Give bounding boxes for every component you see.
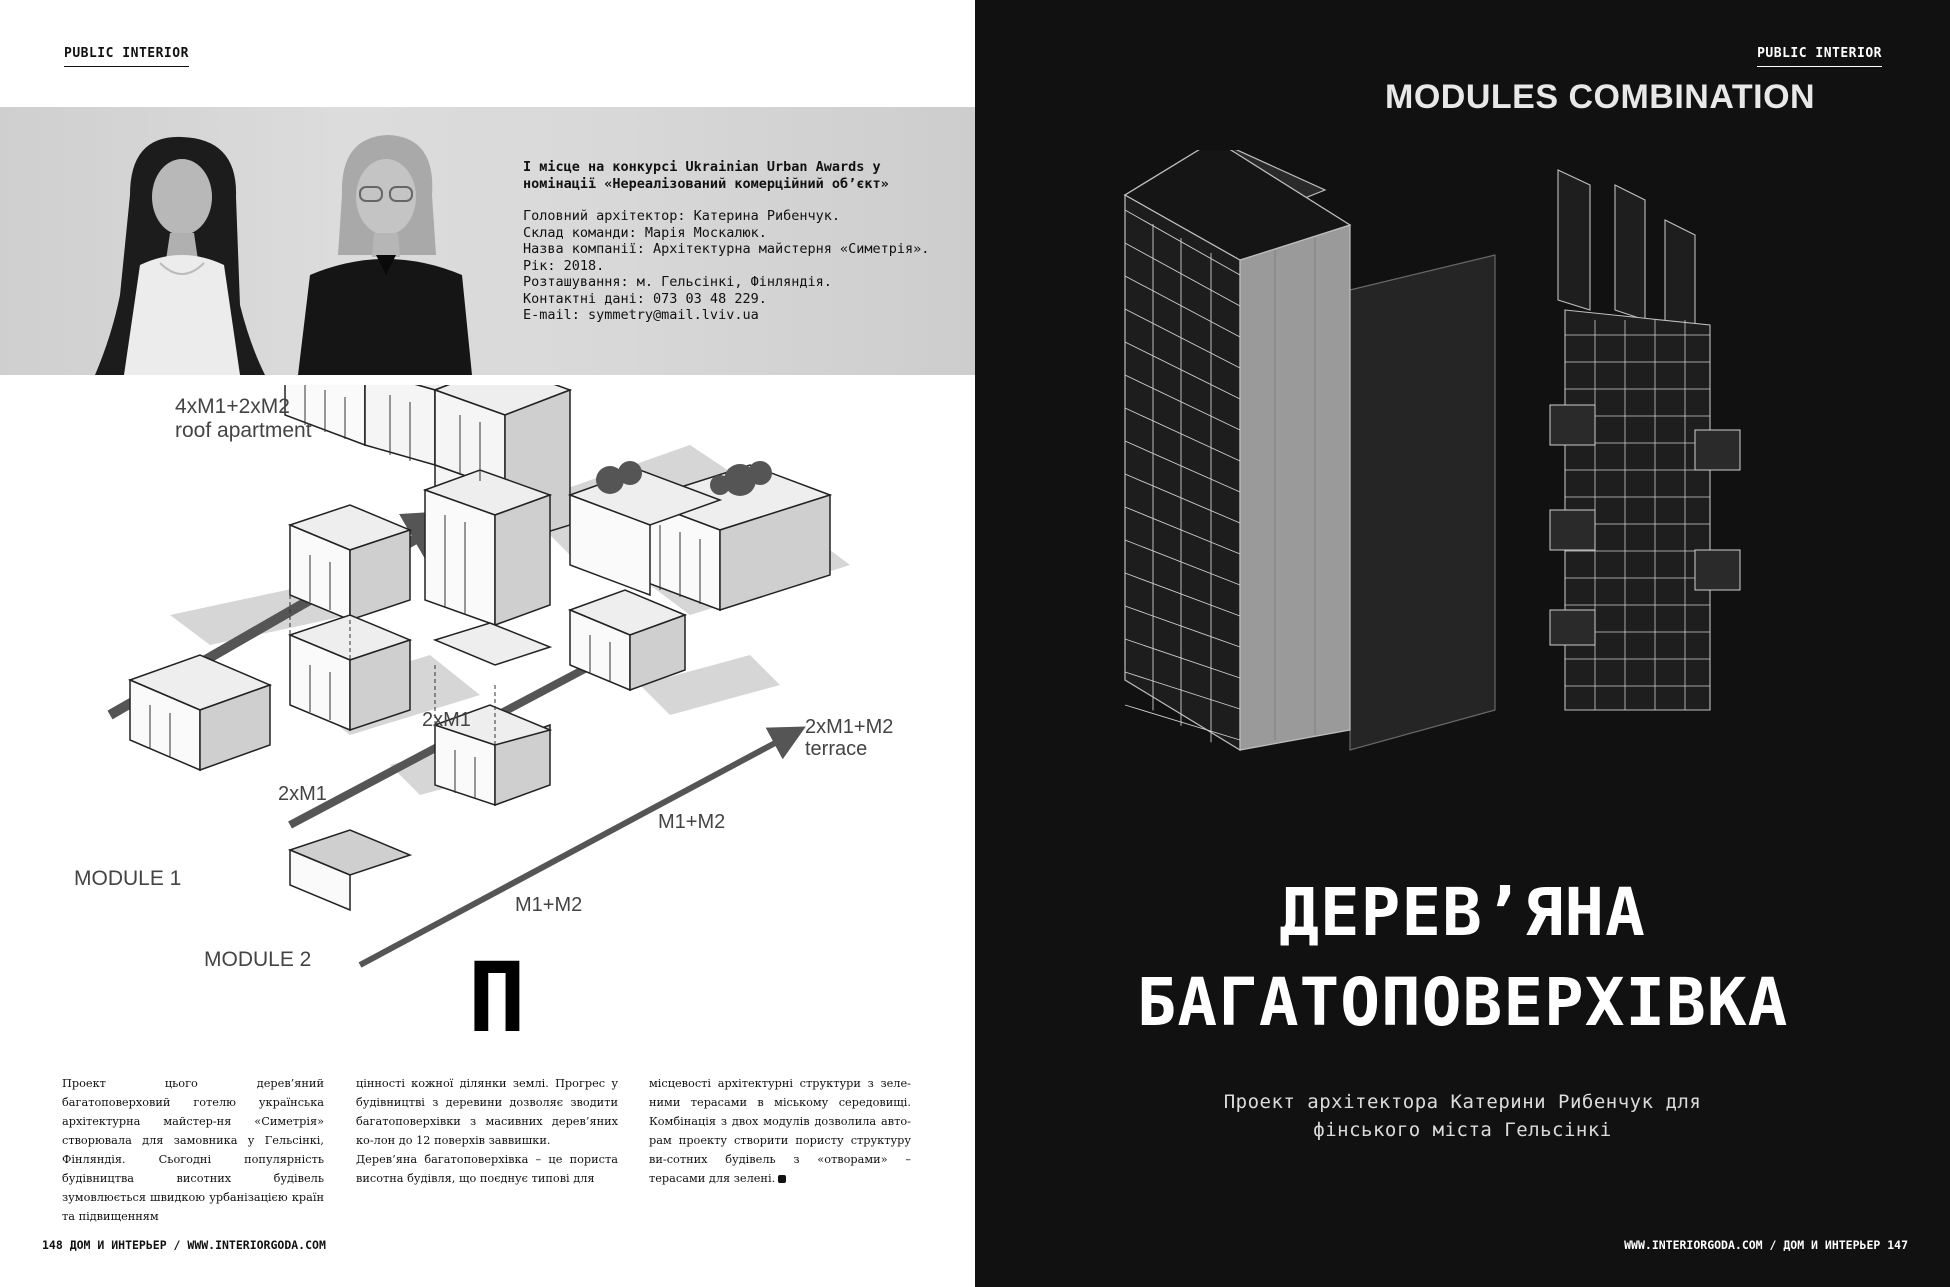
headline-line-2: БАГАТОПОВЕРХІВКА — [1136, 964, 1789, 1041]
footer-right: WWW.INTERIORGODA.COM / ДОМ И ИНТЕРЬЕР 147 — [1624, 1238, 1908, 1252]
architects-photo-band — [0, 107, 975, 375]
subtitle-line-1: Проект архітектора Катерини Рибенчук для — [1223, 1091, 1702, 1113]
drop-cap: П — [468, 942, 526, 1054]
body-paragraph-1: Проект цього дерев’яний багатоповерховий готелю українська архітектурна майстер-ня «Симетрія» створювала для замовника у Гельсінкі, Фінляндія. Сьогодні популярність будівництва висотних будівель зумовлюється швидкою урбанізацією країн та підвищенням — [62, 1077, 324, 1223]
credit-architect: Головний архітектор: Катерина Рибенчук. — [523, 208, 840, 224]
subtitle — [975, 1088, 1950, 1144]
label-m1m2-a: M1+M2 — [658, 811, 726, 833]
body-column-2 — [356, 1074, 618, 1188]
right-page — [975, 0, 1950, 1287]
award-line-2: номінації «Нереалізований комерційний об’єкт» — [523, 175, 889, 192]
section-label-right: PUBLIC INTERIOR — [1757, 46, 1882, 67]
end-mark-icon — [778, 1175, 786, 1183]
label-roof: 4xM1+2xM2 — [175, 395, 290, 418]
credit-contacts: Контактні дані: 073 03 48 229. — [523, 290, 767, 307]
body-paragraph-3: Дерев’яна багатоповерхівка – це пориста висотна будівля, що поєднує типові для — [356, 1153, 618, 1185]
label-m1m2-b: M1+M2 — [515, 894, 583, 916]
headline-line-1: ДЕРЕВ’ЯНА — [1279, 874, 1646, 951]
award-line-1: I місце на конкурсі Ukrainian Urban Awards у — [523, 159, 881, 175]
architect-portrait-1 — [90, 135, 270, 375]
section-label-left: PUBLIC INTERIOR — [64, 46, 189, 67]
label-module-2: MODULE 2 — [204, 948, 312, 971]
credit-team: Склад команди: Марія Москалюк. — [523, 224, 767, 241]
award-text — [523, 159, 963, 192]
label-module-1: MODULE 1 — [74, 867, 182, 890]
label-2xm1-a: 2xM1 — [422, 709, 471, 731]
credit-company: Назва компанії: Архітектурна майстерня «Симетрія». — [523, 241, 930, 257]
headline — [975, 868, 1950, 1048]
subtitle-line-2: фінського міста Гельсінкі — [1313, 1119, 1612, 1141]
footer-left: 148 ДОМ И ИНТЕРЬЕР / WWW.INTERIORGODA.COM — [42, 1238, 326, 1252]
body-paragraph-4: місцевості архітектурні структури з зеле-ними терасами в міському середовищі. Комбінація з двох модулів дозволила авто-рам проекту створити пористу структуру ви-сотних будівель з «отворами» – терасами для зелені. — [649, 1077, 911, 1185]
credit-email: E-mail: symmetry@mail.lviv.ua — [523, 307, 759, 323]
body-paragraph-2: цінності кожної ділянки землі. Прогрес у будівництві з деревини дозволяє зводити багатоповерхівки з масивних дерев’яних ко-лон до 12 поверхів заввишки. — [356, 1077, 618, 1147]
credit-year: Рік: 2018. — [523, 257, 605, 274]
modules-diagram — [50, 385, 950, 995]
building-renderings — [975, 150, 1950, 780]
credit-location: Розташування: м. Гельсінкі, Фінляндія. — [523, 274, 832, 290]
label-2xm1-b: 2xM1 — [278, 783, 327, 805]
label-roof-sub: roof apartment — [175, 419, 312, 442]
label-terrace: 2xM1+M2 — [805, 716, 894, 738]
modules-title: MODULES COMBINATION — [1385, 78, 1816, 116]
architect-portrait-2 — [290, 125, 480, 375]
label-terrace-sub: terrace — [805, 738, 868, 760]
body-column-1 — [62, 1074, 324, 1226]
body-column-3 — [649, 1074, 911, 1188]
project-info — [523, 159, 963, 324]
